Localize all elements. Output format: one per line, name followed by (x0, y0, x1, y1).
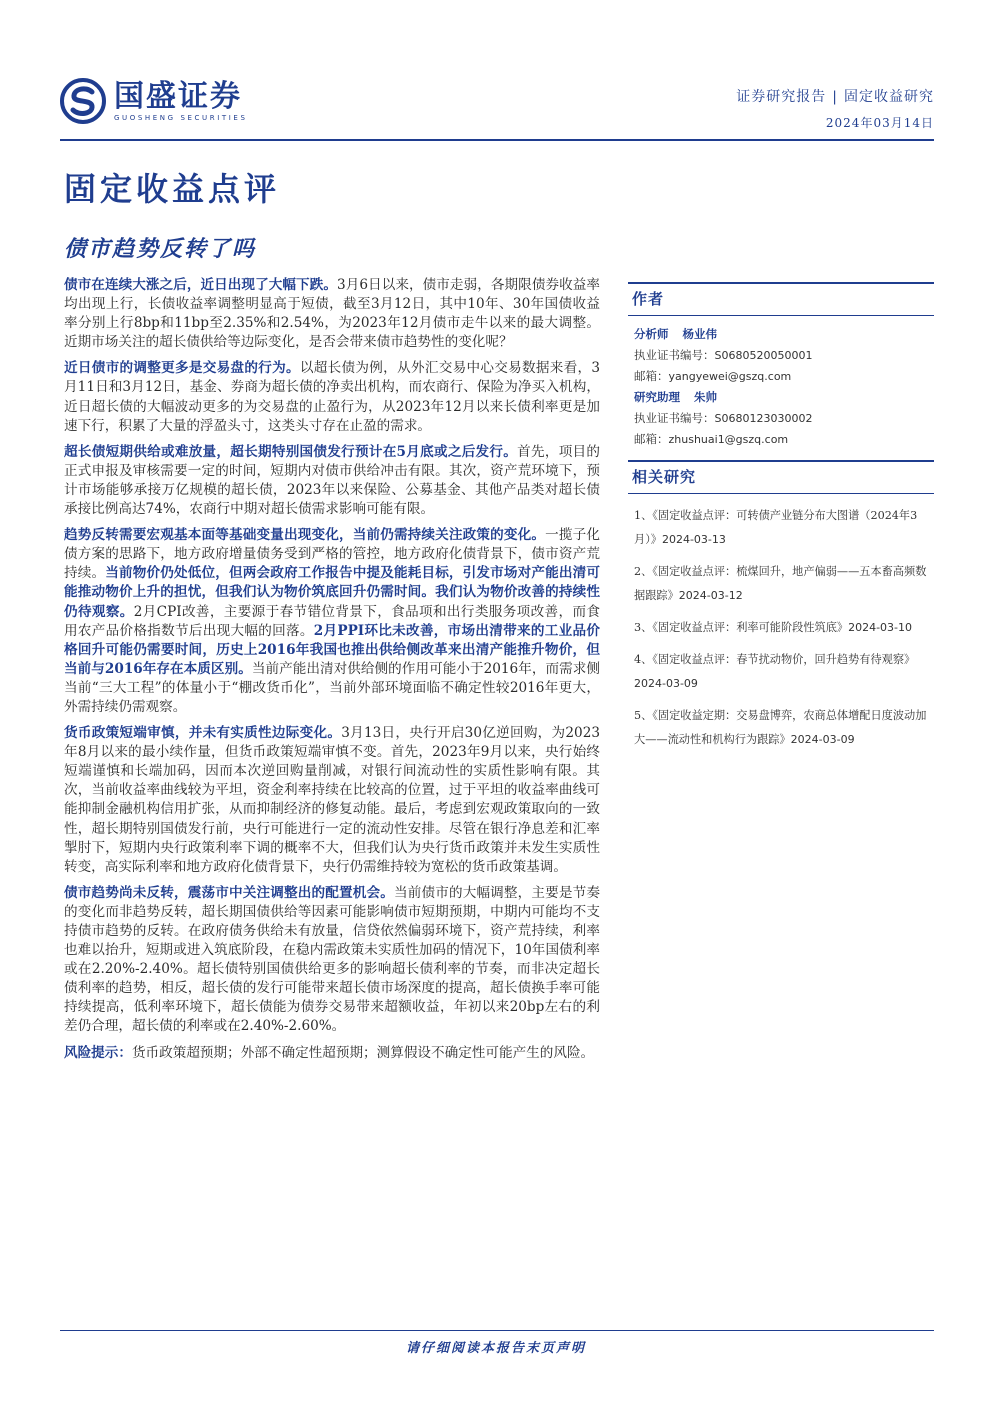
author-name: 朱帅 (694, 390, 717, 404)
author-entry (634, 387, 934, 408)
author-role: 分析师 (634, 327, 669, 341)
paragraph-lead: 债市趋势尚未反转，震荡市中关注调整出的配置机会。 (64, 884, 394, 901)
paragraph-emphasis: 当前物价仍处低位，但两会政府工作报告中提及能耗目标，引发市场对产能出清可能推动物价上升的担忧，但我们认为物价筑底回升仍需时间。我们认为物价改善的持续性仍待观察。 (64, 565, 601, 620)
paragraph (64, 526, 600, 717)
paragraph-lead: 债市在连续大涨之后，近日出现了大幅下跌。 (64, 277, 337, 293)
research-date: 2024-03-09 (790, 733, 855, 746)
report-subcategory: 固定收益研究 (844, 89, 934, 105)
paragraph (64, 276, 600, 352)
email-label: 邮箱： (634, 432, 669, 446)
report-date: 2024年03月14日 (825, 116, 934, 130)
main-content (64, 276, 600, 1070)
paragraph-emphasis: 2月PPI环比未改善，市场出清带来的工业品价格回升可能仍需要时间，历史上2016年我国也推出供给侧改革来出清产能推升物价，但当前与2016年存在本质区别。 (64, 622, 601, 677)
gs-logo-icon (60, 78, 106, 124)
research-title: 5、《固定收益定期：交易盘博弈，农商总体增配日度波动加大——流动性和机构行为跟踪》 (634, 709, 927, 746)
research-date: 2024-03-10 (848, 621, 913, 634)
paragraph (64, 884, 600, 1037)
author-email (634, 429, 934, 450)
risk-warning (64, 1044, 600, 1063)
cert-label: 执业证书编号： (634, 348, 715, 362)
footer-disclaimer-note: 请仔细阅读本报告末页声明 (405, 1341, 586, 1356)
author-email (634, 366, 934, 387)
research-date: 2024-03-09 (634, 677, 698, 690)
paragraph (64, 443, 600, 519)
paragraph-lead: 趋势反转需要宏观基本面等基础变量出现变化，当前仍需持续关注政策的变化。 (64, 527, 546, 544)
document-type: 固定收益点评 (64, 170, 281, 208)
research-date: 2024-03-13 (661, 533, 726, 546)
breadcrumb (736, 86, 934, 106)
paragraph-body: 当前债市的大幅调整，主要是节奏的变化而非趋势反转，超长期国债供给等因素可能影响债市短期预期，中期内可能均不支持债市趋势的反转。在政府债务供给未有放量，信贷依然偏弱环境下，资产荒持续，利率也难以抬升，短期或进入筑底阶段，在稳内需政策未实质性加码的情况下，10年国债利率或在2.20%-2.40%。超长债特别国债供给更多的影响超长债利率的节奏，而非决定超长债利率的趋势，相反，超长债的发行可能带来超长债市场深度的提高，超长债换手率可能持续提高，低利率环境下，超长债能为债券交易带来超额收益，年初以来20bp左右的利差仍合理，超长债的利率或在2.40%-2.60%。 (64, 884, 601, 1035)
author-list (628, 316, 934, 450)
paragraph-lead: 风险提示： (64, 1044, 132, 1061)
research-item[interactable] (634, 560, 934, 608)
author-role: 研究助理 (634, 390, 680, 404)
logo-chinese-name: 国盛证券 (114, 78, 242, 114)
paragraph-body: 货币政策超预期；外部不确定性超预期；测算假设不确定性可能产生的风险。 (131, 1044, 595, 1061)
footer-divider (60, 1330, 934, 1331)
research-title: 1、《固定收益点评：可转债产业链分布大图谱（2024年3月）》 (634, 509, 918, 546)
author-name: 杨业伟 (682, 327, 717, 341)
paragraph-body: 当前产能出清对供给侧的作用可能小于2016年，而需求侧当前“三大工程”的体量小于“棚改货币化”，当前外部环境面临不确定性较2016年更大，外需持续仍需观察。 (64, 660, 600, 715)
related-research-list (628, 494, 934, 752)
paragraph-body: 以超长债为例，从外汇交易中心交易数据来看，3月11日和3月12日，基金、券商为超长债的净卖出机构，而农商行、保险为净买入机构，近日超长债的大幅波动更多的为交易盘的止盈行为，从2023年12月以来长债利率更是加速下行，积累了大量的浮盈头寸，这类头寸存在止盈的需求。 (64, 360, 600, 434)
email-address[interactable]: yangyewei@gszq.com (668, 370, 792, 383)
research-item[interactable] (634, 704, 934, 752)
research-title: 2、《固定收益点评：梳煤回升，地产偏弱——五本畜高频数据跟踪》 (634, 565, 927, 602)
report-category-block (736, 86, 934, 131)
header-divider (60, 139, 934, 141)
research-title: 4、《固定收益点评：春节扰动物价，回升趋势有待观察》 (634, 653, 916, 666)
report-category: 证券研究报告 (736, 89, 827, 105)
paragraph (64, 724, 600, 877)
email-label: 邮箱： (634, 369, 669, 383)
research-item[interactable] (634, 648, 934, 696)
logo-english-name: GUOSHENG SECURITIES (114, 113, 248, 122)
research-item[interactable] (634, 504, 934, 552)
author-heading: 作者 (628, 282, 934, 316)
author-cert (634, 345, 934, 366)
paragraph-body: 2月CPI改善，主要源于春节错位背景下，食品项和出行类服务项改善，而食用农产品价格指数节后出现大幅的回落。 (64, 603, 600, 639)
company-logo (60, 78, 248, 124)
research-title: 3、《固定收益点评：利率可能阶段性筑底》 (634, 621, 849, 634)
research-item[interactable] (634, 616, 934, 640)
paragraph-body: 3月6日以来，债市走弱，各期限债券收益率均出现上行，长债收益率调整明显高于短债，截至3月12日，其中10年、30年国债收益率分别上行8bp和11bp至2.35%和2.54%，为2023年12月债市走牛以来的最大调整。近期市场关注的超长债供给等边际变化，是否会带来债市趋势性的变化呢？ (64, 277, 601, 351)
related-research-heading: 相关研究 (628, 460, 934, 494)
sidebar (628, 282, 934, 760)
page-title: 债市趋势反转了吗 (64, 236, 257, 262)
cert-number: S0680123030002 (714, 412, 813, 425)
paragraph-body: 首先，项目的正式申报及审核需要一定的时间，短期内对债市供给冲击有限。其次，资产荒环境下，预计市场能够承接万亿规模的超长债，2023年以来保险、公募基金、其他产品类对超长债承接比例高达74%，农商行中期对超长债需求影响可能有限。 (64, 443, 600, 518)
paragraph-body: 一揽子化债方案的思路下，地方政府增量债务受到严格的管控，地方政府化债背景下，债市资产荒持续。 (64, 527, 601, 582)
paragraph-lead: 超长债短期供给或难放量，超长期特别国债发行预计在5月底或之后发行。 (64, 443, 518, 460)
research-date: 2024-03-12 (678, 589, 743, 602)
paragraph (64, 359, 600, 435)
paragraph-body: 3月13日，央行开启30亿逆回购，为2023年8月以来的最小续作量，但货币政策短端审慎不变。首先，2023年9月以来，央行始终短端谨慎和长端加码，因而本次逆回购量削减，对银行间流动性的实质性影响有限。其次，当前收益率曲线较为平坦，资金利率持续在比较高的位置，过于平坦的收益率曲线可能抑制金融机构信用扩张，从而抑制经济的修复动能。最后，考虑到宏观政策取向的一致性，超长期特别国债发行前，央行可能进行一定的流动性安排。尽管在银行净息差和汇率掣肘下，短期内央行政策利率下调的概率不大，但我们认为央行货币政策并未发生实质性转变，高实际利率和地方政府化债背景下，央行仍需维持较为宽松的货币政策基调。 (64, 725, 600, 875)
paragraph-lead: 货币政策短端审慎，并未有实质性边际变化。 (64, 725, 342, 742)
author-entry (634, 324, 934, 345)
cert-label: 执业证书编号： (634, 411, 715, 425)
breadcrumb-separator: | (832, 89, 838, 105)
author-cert (634, 408, 934, 429)
email-address[interactable]: zhushuai1@gszq.com (668, 433, 789, 446)
paragraph-lead: 近日债市的调整更多是交易盘的行为。 (64, 360, 300, 377)
cert-number: S0680520050001 (714, 349, 813, 362)
